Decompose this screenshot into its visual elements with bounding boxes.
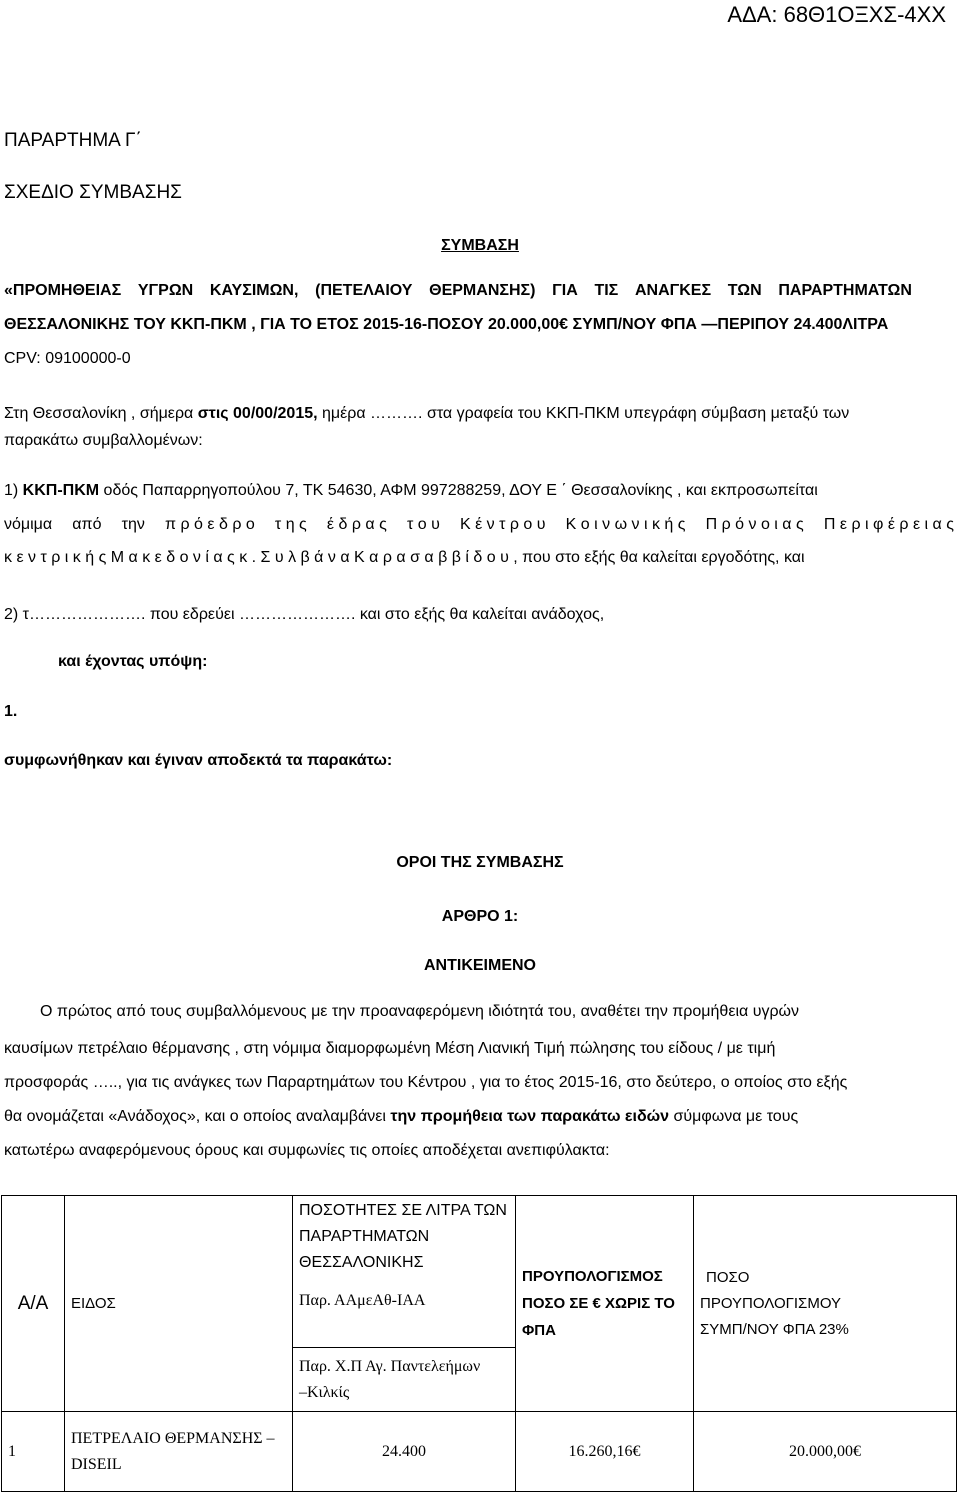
considering-label: και έχοντας υπόψη: (58, 653, 208, 670)
annex-title: ΠΑΡΑΡΤΗΜΑ Γ΄ (4, 130, 142, 151)
ada-code: ΑΔΑ: 68Θ1ΟΞΧΣ-4ΧΧ (727, 2, 946, 27)
subject-line-2: ΘΕΣΣΑΛΟΝΙΚΗΣ ΤΟΥ ΚΚΠ-ΠΚΜ , ΓΙΑ ΤΟ ΕΤΟΣ 2015-16-ΠΟΣΟΥ 20.000,00€ ΣΥΜΠ/ΝΟΥ ΦΠΑ —ΠΕΡΙΠΟΥ 24.400ΛΙΤΡΑ (4, 316, 889, 333)
header-budget-line-1: ΠΡΟΥΠΟΛΟΓΙΣΜΟΣ (522, 1268, 663, 1285)
header-total-line-1: ΠΟΣΟ (706, 1268, 750, 1286)
word: π ρ ό ε δ ρ ο (165, 516, 255, 533)
intro-line-2: παρακάτω συμβαλλομένων: (4, 432, 203, 449)
header-total (694, 1196, 957, 1412)
header-quantity-line-1: ΠΟΣΟΤΗΤΕΣ ΣΕ ΛΙΤΡΑ ΤΩΝ (299, 1202, 507, 1219)
items-table (1, 1195, 957, 1492)
table-row (2, 1412, 957, 1492)
word: έ δ ρ α ς (326, 516, 387, 533)
header-quantity-line-2: ΠΑΡΑΡΤΗΜΑΤΩΝ (299, 1228, 430, 1245)
word: (ΠΕΤΕΛΑΙΟΥ (315, 282, 413, 299)
draft-title: ΣΧΕΔΙΟ ΣΥΜΒΑΣΗΣ (4, 182, 182, 203)
header-quantity-branch-2-line-2: –Κιλκίς (299, 1383, 350, 1401)
header-quantity-branch-2-line-1: Παρ. Χ.Π Αγ. Παντελεήμων (299, 1357, 481, 1375)
word: Π ρ ό ν ο ι α ς (705, 516, 804, 533)
header-total-line-3: ΣΥΜΠ/ΝΟΥ ΦΠΑ 23% (700, 1320, 849, 1338)
party1-line-3: κ ε ν τ ρ ι κ ή ς Μ α κ ε δ ο ν ί α ς κ . Σ υ λ β ά ν α Κ α ρ α σ α β β ί δ ο υ , που στο εξής θα καλείται εργοδότης, και (4, 549, 805, 566)
item-number: 1. (4, 703, 18, 720)
header-quantity-branch-1: Παρ. ΑΑμεΑθ-ΙΑΑ (299, 1292, 426, 1309)
body-line-1: Ο πρώτος από τους συμβαλλόμενους με την προαναφερόμενη ιδιότητά του, αναθέτει την προμήθεια υγρών (40, 1003, 800, 1020)
word: ΠΑΡΑΡΤΗΜΑΤΩΝ (778, 282, 912, 299)
header-budget-line-2: ΠΟΣΟ ΣΕ € ΧΩΡΙΣ ΤΟ (522, 1295, 675, 1312)
party2-line: 2) τ…………………. που εδρεύει …………………. και στο εξής θα καλείται ανάδοχος, (4, 606, 605, 623)
header-quantity-line-3: ΘΕΣΣΑΛΟΝΙΚΗΣ (299, 1254, 424, 1271)
header-quantity (293, 1196, 516, 1348)
agreed-label: συμφωνήθηκαν και έγιναν αποδεκτά τα παρακάτω: (4, 752, 393, 769)
article-subject: ΑΝΤΙΚΕΙΜΕΝΟ (424, 957, 536, 974)
table-header-row (2, 1196, 957, 1348)
header-quantity-branch-2 (293, 1348, 516, 1412)
word: ΤΙΣ (594, 282, 619, 299)
terms-title: ΟΡΟΙ ΤΗΣ ΣΥΜΒΑΣΗΣ (396, 854, 564, 871)
body-line-3: προσφοράς ….., για τις ανάγκες των Παραρτημάτων του Κέντρου , για το έτος 2015-16, στο δεύτερο, ο οποίος στο εξής (4, 1074, 848, 1091)
row-budget: 16.260,16€ (516, 1412, 694, 1492)
header-item: ΕΙΔΟΣ (65, 1196, 293, 1412)
contract-title: ΣΥΜΒΑΣΗ (441, 237, 519, 254)
row-quantity: 24.400 (293, 1412, 516, 1492)
word: τ ο υ (406, 516, 440, 533)
header-aa: Α/Α (2, 1196, 65, 1412)
body-line-5: κατωτέρω αναφερόμενους όρους και συμφωνίες τις οποίες αποδέχεται ανεπιφύλακτα: (4, 1142, 610, 1159)
header-budget-line-3: ΦΠΑ (522, 1322, 556, 1339)
word: την (121, 516, 145, 533)
word: ΘΕΡΜΑΝΣΗΣ) (429, 282, 536, 299)
word: ΑΝΑΓΚΕΣ (634, 282, 712, 299)
row-total: 20.000,00€ (694, 1412, 957, 1492)
body-line-4: θα ονομάζεται «Ανάδοχος», και ο οποίος αναλαμβάνει την προμήθεια των παρακάτω ειδών σύμφωνα με τους (4, 1108, 799, 1125)
word: ΓΙΑ (552, 282, 578, 299)
word: από (72, 516, 102, 533)
word: ΤΩΝ (727, 282, 762, 299)
body-line-2: καυσίμων πετρέλαιο θέρμανσης , στη νόμιμα διαμορφωμένη Μέση Λιανική Τιμή πώλησης του είδους / με τιμή (4, 1040, 776, 1057)
intro-line-1: Στη Θεσσαλονίκη , σήμερα στις 00/00/2015, ημέρα ………. στα γραφεία του ΚΚΠ-ΠΚΜ υπεγράφη σύμβαση μεταξύ των (4, 405, 850, 422)
word: ΥΓΡΩΝ (137, 282, 194, 299)
header-budget (516, 1196, 694, 1412)
party1-line-1: 1) ΚΚΠ-ΠΚΜ οδός Παπαρρηγοπούλου 7, ΤΚ 54630, ΑΦΜ 997288259, ΔΟΥ Ε ΄ Θεσσαλονίκης , και εκπροσωπείται (4, 482, 818, 499)
word: Κ ο ι ν ω ν ι κ ή ς (565, 516, 686, 533)
header-total-line-2: ΠΡΟΥΠΟΛΟΓΙΣΜΟΥ (700, 1294, 842, 1312)
subject-line-1 (4, 282, 912, 300)
word: τ η ς (274, 516, 307, 533)
word: Π ε ρ ι φ έ ρ ε ι α ς (823, 516, 954, 533)
row-item-line-2: DISEIL (71, 1455, 122, 1473)
word: «ΠΡΟΜΗΘΕΙΑΣ (4, 282, 122, 299)
row-item-line-1: ΠΕΤΡΕΛΑΙΟ ΘΕΡΜΑΝΣΗΣ – (71, 1429, 275, 1447)
cpv-code: CPV: 09100000-0 (4, 350, 131, 367)
word: ΚΑΥΣΙΜΩΝ, (209, 282, 299, 299)
word: νόμιμα (4, 516, 53, 533)
word: Κ έ ν τ ρ ο υ (459, 516, 546, 533)
party1-line-2 (4, 516, 954, 534)
article-title: ΑΡΘΡΟ 1: (441, 908, 519, 925)
row-item (65, 1412, 293, 1492)
row-aa: 1 (2, 1412, 65, 1492)
